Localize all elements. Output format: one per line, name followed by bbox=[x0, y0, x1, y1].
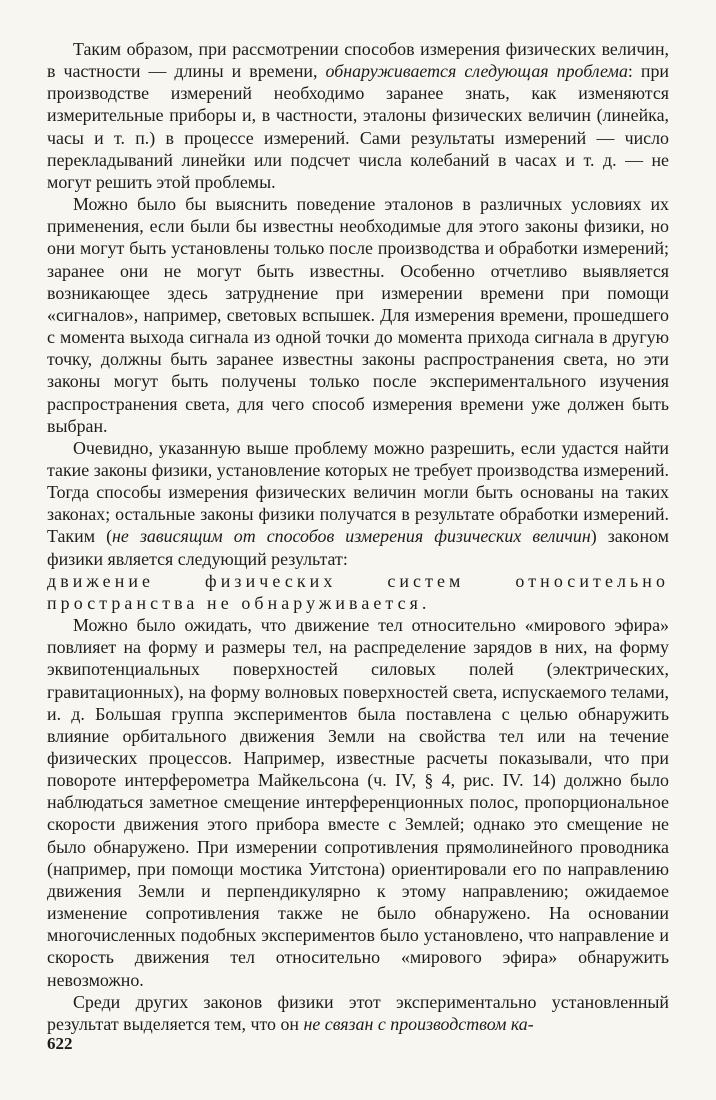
paragraph-p5 bbox=[47, 614, 669, 991]
body-text-span: Можно было ожидать, что движение тел относительно «мирового эфира» повлияет на форму и размеры тел, на распределение зарядов в них, на форму эквипотенциальных поверхностей силовых полей (электрических, гравитационных), на форму волновых поверхностей света, испускаемого телами, и. д. Большая группа экспериментов была поставлена с целью обнаружить влияние орбитального движения Земли на свойства тел или на течение физических процессов. Например, известные расчеты показывали, что при повороте интерферометра Майкельсона (ч. IV, § 4, рис. IV. 14) должно было наблюдаться заметное смещение интерференционных полос, пропорциональное скорости движения этого прибора вместе с Землей; однако это смещение не было обнаружено. При измерении сопротивления прямолинейного проводника (например, при помощи мостика Уитстона) ориентировали его по направлению движения Земли и перпендикулярно к этому направлению; ожидаемое изменение сопротивления также не было обнаружено. На основании многочисленных подобных экспериментов было установлено, что направление и скорость движения тел относительно «мирового эфира» обнаружить невозможно. bbox=[47, 615, 669, 990]
paragraph-p3 bbox=[47, 437, 669, 570]
body-text-span: Очевидно, указанную выше проблему можно разрешить, если удастся найти такие законы физики, установление которых не требует производства измерений. Тогда способы измерения физических величин могли быть основаны на таких законах; остальные законы физики получатся в результате обработки измерений. Таким ( bbox=[47, 437, 669, 547]
body-text-span: : при производстве измерений необходимо заранее знать, как изменяются измерительные приборы и, в частности, эталоны физических величин (линейка, часы и т. п.) в процессе измерений. Сами результаты измерений — число перекладываний линейки или подсчет числа колебаний в часах и т. д. — не могут решить этой проблемы. bbox=[47, 61, 669, 192]
body-text-span: Можно было бы выяснить поведение эталонов в различных условиях их применения, если были бы известны необходимые для этого законы физики, но они могут быть установлены только после производства и обработки измерений; заранее они не могут быть известны. Особенно отчетливо выявляется возникающее здесь затруднение при измерении времени при помощи «сигналов», например, световых вспышек. Для измерения времени, прошедшего с момента выхода сигнала из одной точки до момента прихода сигнала в другую точку, должны быть заранее известны законы распространения света, но эти законы могут быть получены только после экспериментального изучения распространения света, для чего способ измерения времени уже должен быть выбран. bbox=[47, 194, 669, 436]
body-text-span: Среди других законов физики этот экспериментально установленный результат выделяется тем, что он bbox=[47, 991, 669, 1034]
body-text-span: Таким образом, при рассмотрении способов измерения физических величин, в частности — длины и времени, bbox=[47, 39, 669, 82]
spaced-emphasis-text: движение физических систем относительно пространства не обнаруживается. bbox=[47, 570, 669, 613]
paragraph-p1 bbox=[47, 38, 669, 193]
body-text-span: ) законом физики является следующий результат: bbox=[47, 526, 669, 569]
paragraph-p4 bbox=[47, 570, 669, 614]
emphasis-text: обнаруживается следующая проблема bbox=[325, 61, 628, 82]
emphasis-text: не связан с производством ка- bbox=[303, 1013, 534, 1034]
paragraph-p6 bbox=[47, 991, 669, 1035]
page-number: 622 bbox=[47, 1034, 73, 1053]
emphasis-text: не зависящим от способов измерения физических величин bbox=[112, 526, 591, 547]
paragraph-p2 bbox=[47, 193, 669, 437]
body-text bbox=[47, 38, 669, 1035]
